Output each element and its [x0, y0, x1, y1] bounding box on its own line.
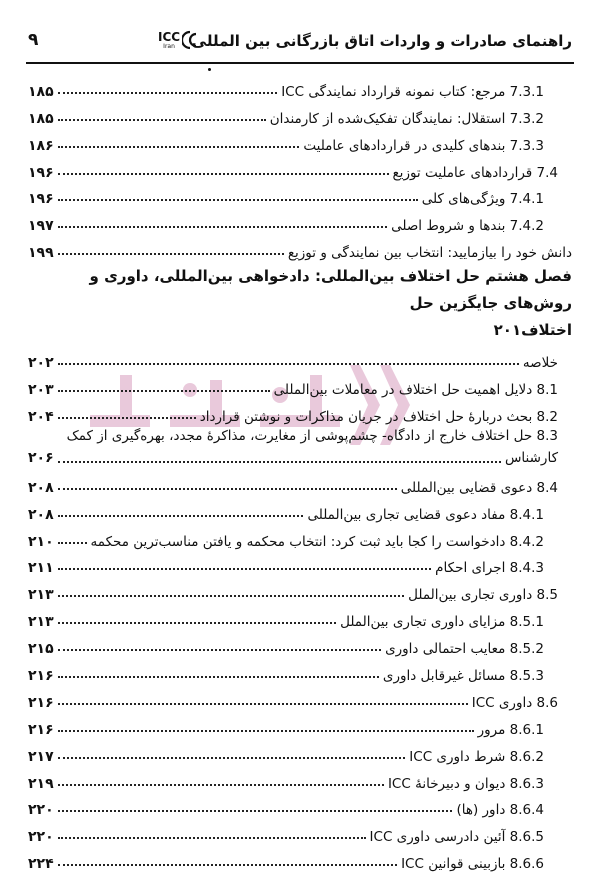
- toc-entry-title: خلاصه: [522, 355, 558, 372]
- dot-leader: [58, 784, 384, 786]
- toc-entry-page: ۲۰۸: [28, 479, 54, 496]
- toc-entry-page: ۱۸۵: [28, 83, 54, 100]
- toc-entry: [28, 711, 572, 738]
- toc-entry: [28, 603, 572, 630]
- toc-entry: [28, 398, 572, 425]
- toc-entry-title: 7.4 قراردادهای عاملیت توزیع: [392, 164, 558, 181]
- toc-entry-page: ۱۹۹: [28, 245, 54, 262]
- toc-entry: [28, 818, 572, 845]
- toc-entry-page: ۱۹۷: [28, 218, 54, 235]
- toc-entry-title-line2: کارشناس: [504, 449, 558, 466]
- dot-leader: [58, 253, 284, 255]
- toc-entry: [28, 154, 572, 181]
- toc-entry-page: ۲۱۰: [28, 533, 54, 550]
- dot-leader: [58, 595, 404, 597]
- toc-entry-title: 7.3.1 مرجع: کتاب نمونه قرارداد نمایندگی ICC: [281, 83, 544, 100]
- dot-leader: [58, 730, 474, 732]
- dot-leader: [58, 363, 519, 365]
- toc-entry: [28, 550, 572, 577]
- dot-leader: [58, 676, 379, 678]
- dot-leader: [58, 837, 366, 839]
- chapter-heading: [28, 261, 572, 344]
- toc-entry-title-line1: 8.3 حل اختلاف خارج از دادگاه- چشم‌پوشی از مغایرت، مذاکرهٔ مجدد، بهره‌گیری از کمک: [66, 427, 558, 444]
- toc-entry-page: ۲۰۳: [28, 382, 54, 399]
- toc-entry-title: 7.4.1 ویژگی‌های کلی: [421, 191, 544, 208]
- toc-entry-page: ۲۲۰: [28, 829, 54, 846]
- toc-entry: [28, 469, 572, 496]
- dot-leader: [58, 199, 418, 201]
- toc-entry: [28, 657, 572, 684]
- toc-entry-title: 7.3.2 استقلال: نمایندگان تفکیک‌شده از کارمندان: [269, 110, 544, 127]
- toc-entry: [28, 576, 572, 603]
- dot-leader: [58, 649, 381, 651]
- dot-leader: [58, 488, 397, 490]
- toc-entry-title: 8.4.3 اجرای احکام: [435, 560, 544, 577]
- toc-entry-title: 8.6.5 آئین دادرسی داوری ICC: [369, 829, 544, 846]
- toc-entry-page: ۲۱۶: [28, 668, 54, 685]
- dot-leader: [58, 568, 432, 570]
- toc-entry-title: 8.6 داوری ICC: [471, 694, 558, 711]
- toc-entry-title: 8.5.3 مسائل غیرقابل داوری: [382, 668, 544, 685]
- toc-entry: [28, 181, 572, 208]
- toc-entry: [28, 73, 572, 100]
- toc-entry: [28, 234, 572, 261]
- toc-entry-title: 8.6.2 شرط داوری ICC: [409, 748, 544, 765]
- toc-entry: [28, 630, 572, 657]
- toc-entry-page: ۲۰۴: [28, 408, 54, 425]
- toc-entry: [28, 684, 572, 711]
- dot-leader: [58, 390, 270, 392]
- dot-leader: [58, 703, 468, 705]
- toc-entry-title: 8.5.2 معایب احتمالی داوری: [385, 641, 544, 658]
- dot-leader: [58, 92, 278, 94]
- toc-entry-page: ۱۹۶: [28, 191, 54, 208]
- toc-entry-wrapped: [28, 425, 572, 469]
- toc-entry: [28, 792, 572, 819]
- toc-entry-title: 8.4.2 دادخواست را کجا باید ثبت کرد: انتخاب محکمه و یافتن مناسب‌ترین محکمه: [90, 533, 544, 550]
- dot-leader: [58, 146, 300, 148]
- toc-entry-title: 8.2 بحث دربارهٔ حل اختلاف در جریان مذاکرات و نوشتن قرارداد: [199, 408, 558, 425]
- toc-entry-title: 7.4.2 بندها و شروط اصلی: [391, 218, 544, 235]
- toc-entry-page: ۲۱۶: [28, 721, 54, 738]
- toc-entry-title: 8.6.3 دیوان و دبیرخانهٔ ICC: [387, 775, 544, 792]
- toc-entry-page: ۱۸۶: [28, 137, 54, 154]
- toc-entry: [28, 496, 572, 523]
- dot-leader: [58, 542, 87, 544]
- toc-entry-title: 8.5 داوری تجاری بین‌الملل: [408, 587, 558, 604]
- logo-sub-text: Iran: [163, 42, 175, 50]
- toc-entry-title: 8.4.1 مفاد دعوی قضایی تجاری بین‌المللی: [307, 506, 544, 523]
- chapter-title-line1: فصل هشتم حل اختلاف بین‌المللی: دادخواهی بین‌المللی، داوری و روش‌های جایگزین حل: [89, 267, 572, 313]
- ink-dot: [208, 68, 211, 71]
- toc-entry: [28, 738, 572, 765]
- toc-entry-page: ۲۲۰: [28, 802, 54, 819]
- toc-entry: [28, 845, 572, 872]
- toc-entry-title: 8.6.1 مرور: [477, 721, 544, 738]
- toc-entry: [28, 100, 572, 127]
- toc-entry-page: ۱۹۶: [28, 164, 54, 181]
- toc-entry-page: ۲۱۶: [28, 694, 54, 711]
- chapter-title-line2: اختلاف: [521, 321, 572, 340]
- toc-entry-title: دانش خود را بیازمایید: انتخاب بین نمایندگی و توزیع: [287, 245, 572, 262]
- toc-entry-page: ۲۲۴: [28, 856, 54, 873]
- toc-entry: [28, 371, 572, 398]
- toc-entry: [28, 207, 572, 234]
- toc-entry-page: ۲۱۳: [28, 587, 54, 604]
- toc-entry-page: ۲۱۹: [28, 775, 54, 792]
- page-header: [0, 0, 600, 62]
- dot-leader: [58, 622, 336, 624]
- toc-entry-page: ۲۰۲: [28, 355, 54, 372]
- page-number: ۹: [28, 30, 39, 50]
- toc-entry-page: ۲۱۳: [28, 614, 54, 631]
- dot-leader: [58, 515, 304, 517]
- toc-entry-page: ۲۰۸: [28, 506, 54, 523]
- toc-entry-page: ۲۱۷: [28, 748, 54, 765]
- dot-leader: [58, 226, 387, 228]
- dot-leader: [58, 757, 406, 759]
- toc-entry: [28, 127, 572, 154]
- toc-entry-title: 8.4 دعوی قضایی بین‌المللی: [400, 479, 558, 496]
- dot-leader: [58, 864, 397, 866]
- dot-leader: [58, 810, 453, 812]
- toc-entry-page: ۱۸۵: [28, 110, 54, 127]
- dot-leader: [58, 173, 389, 175]
- toc-entry-title: 8.6.6 بازبینی قوانین ICC: [401, 856, 544, 873]
- toc-entry: [28, 765, 572, 792]
- toc-entry: [28, 344, 572, 371]
- toc-entry: [28, 523, 572, 550]
- dot-leader: [58, 417, 196, 419]
- toc-entry-page: ۲۱۱: [28, 560, 54, 577]
- table-of-contents: [28, 73, 572, 872]
- toc-entry-title: 8.6.4 داور (ها): [456, 802, 544, 819]
- toc-entry-page: ۲۱۵: [28, 641, 54, 658]
- toc-entry-title: 7.3.3 بندهای کلیدی در قراردادهای عاملیت: [303, 137, 544, 154]
- toc-entry-page: ۲۰۶: [28, 449, 54, 466]
- toc-entry-title: 8.5.1 مزایای داوری تجاری بین‌الملل: [340, 614, 544, 631]
- header-rule: [26, 62, 574, 64]
- logo-main-text: ICC: [158, 29, 181, 44]
- chapter-page-number: ۲۰۱: [493, 321, 522, 340]
- running-title: راهنمای صادرات و واردات اتاق بازرگانی بین المللی: [191, 32, 572, 50]
- dot-leader: [58, 119, 266, 121]
- toc-entry-title: 8.1 دلایل اهمیت حل اختلاف در معاملات بین‌المللی: [273, 382, 558, 399]
